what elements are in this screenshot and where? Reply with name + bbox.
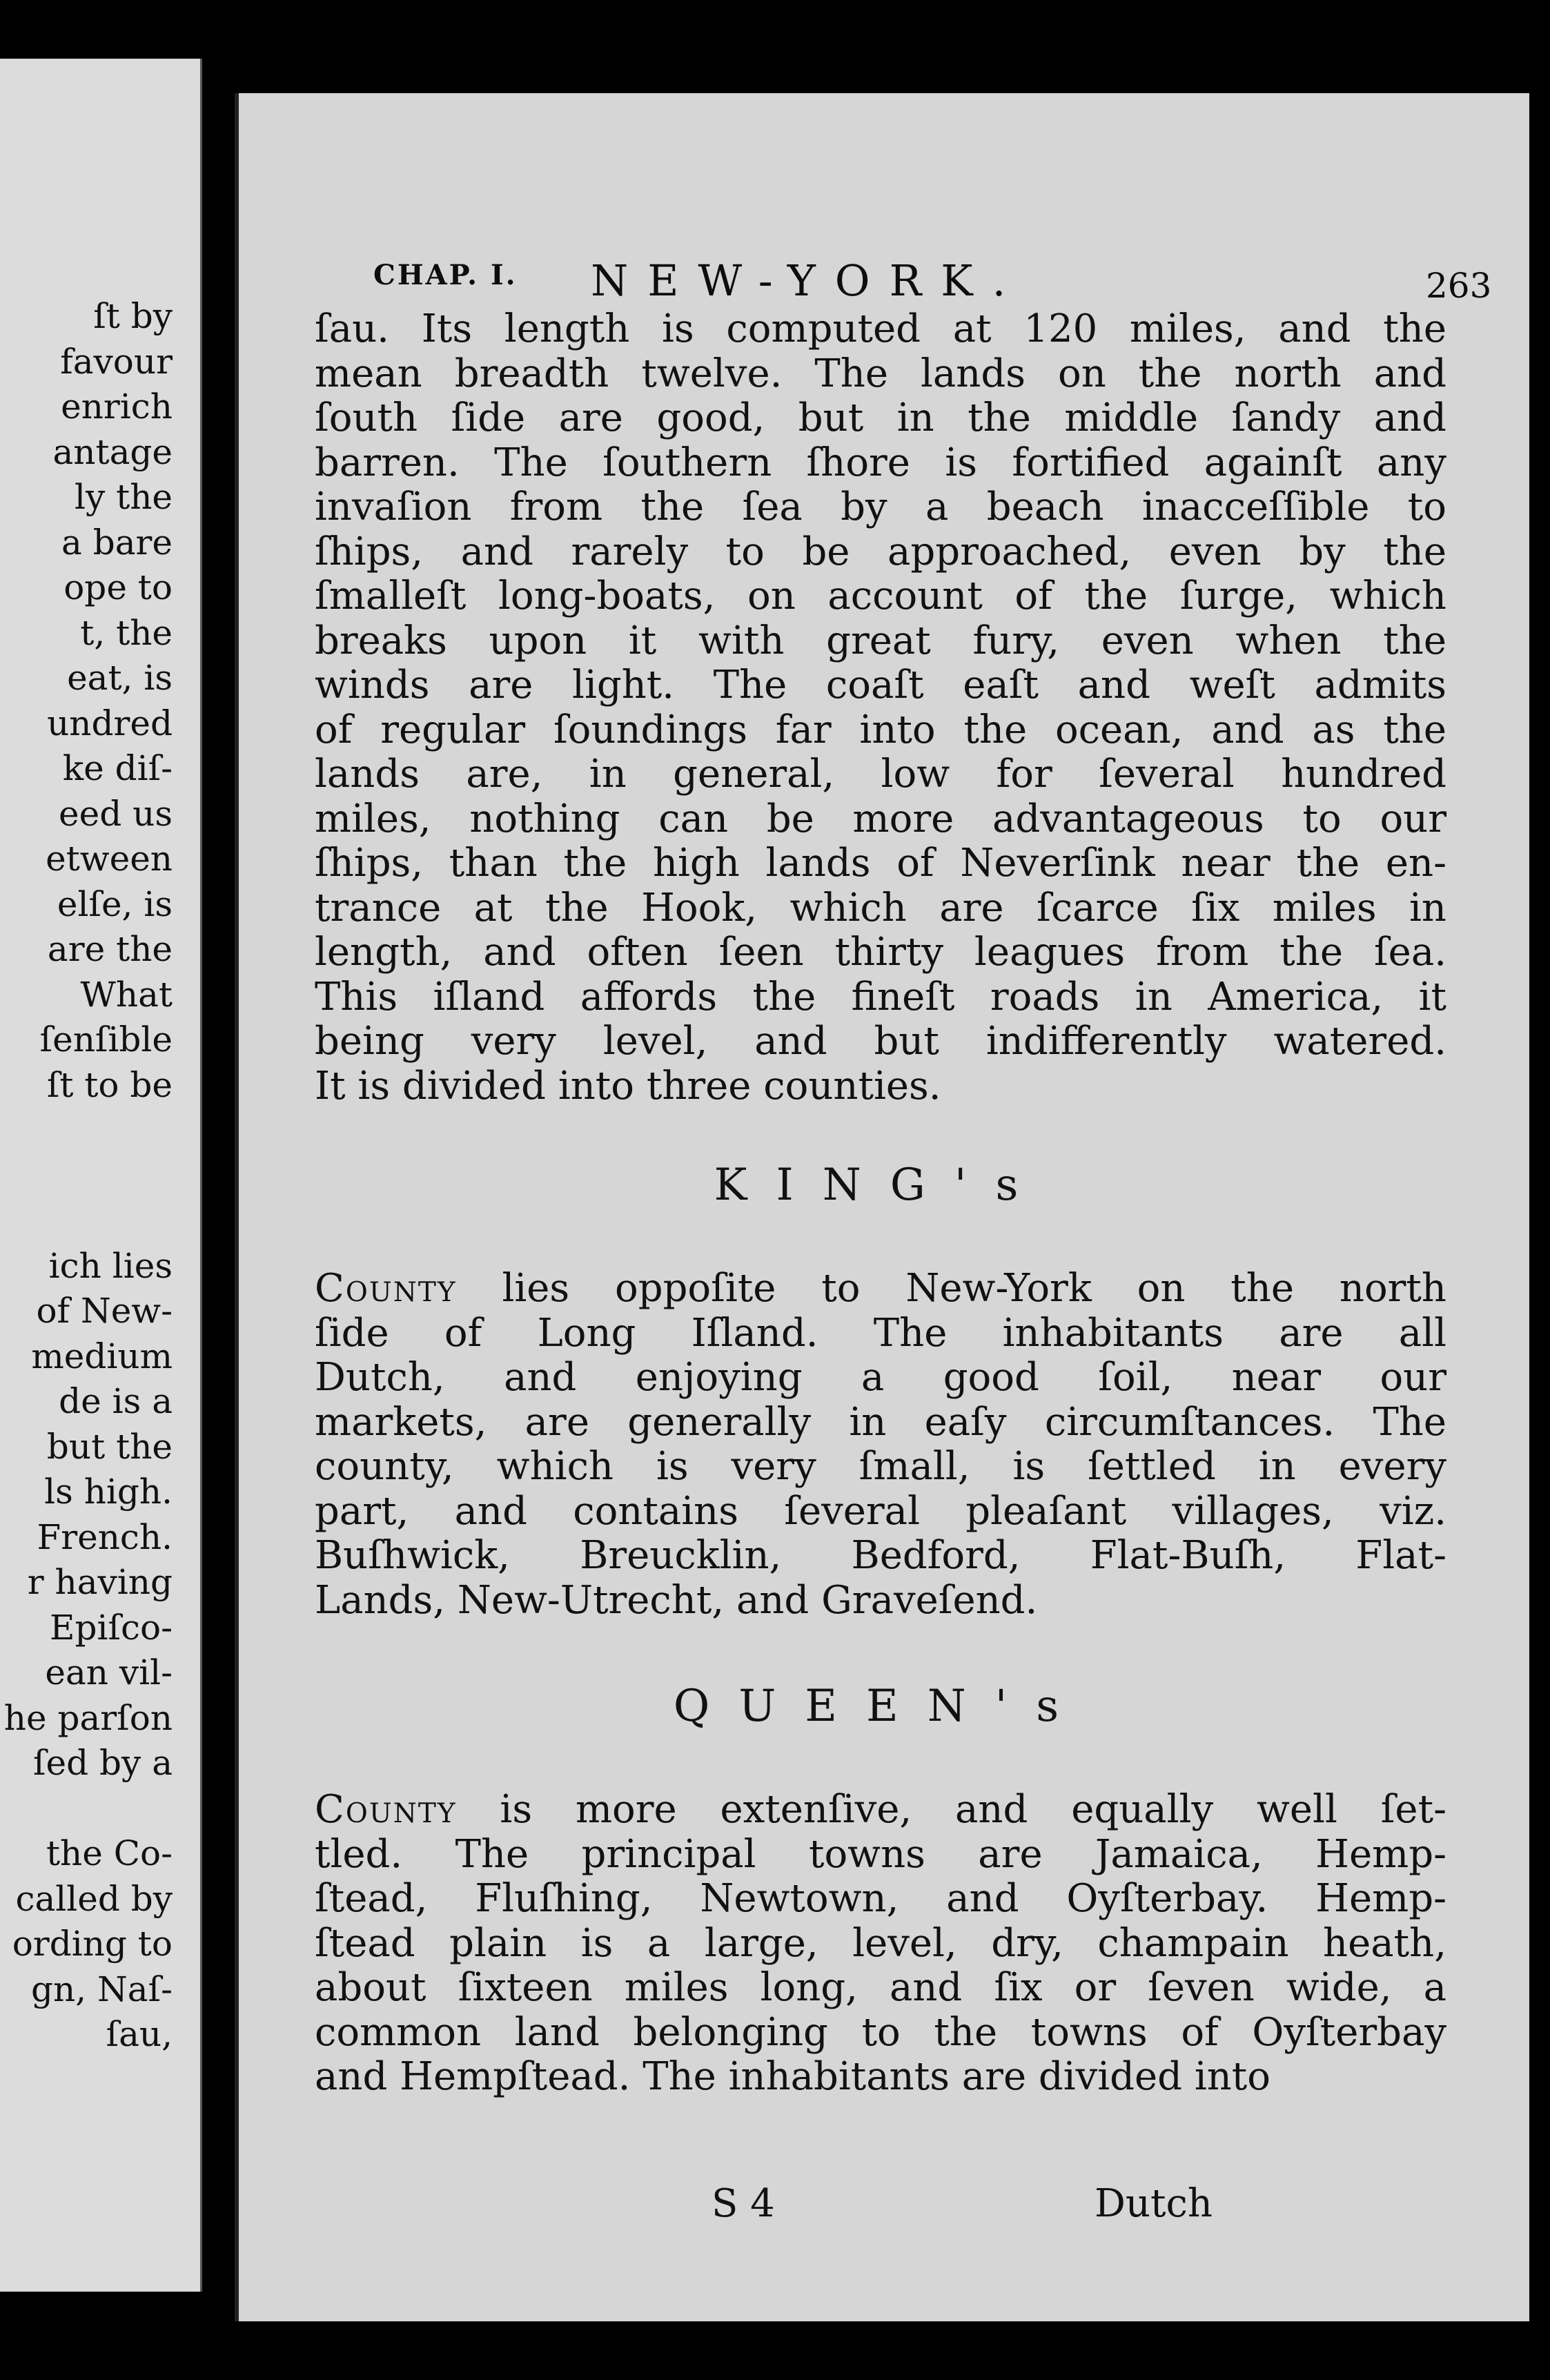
- left-page-line: What: [80, 974, 173, 1015]
- left-page-line: a bare: [61, 522, 173, 563]
- text-line: [315, 1534, 1446, 1579]
- left-page-line: ſt to be: [46, 1064, 173, 1105]
- left-page-line: ſenſible: [39, 1020, 173, 1060]
- chapter-label: CHAP. I.: [373, 259, 518, 291]
- text-line: [315, 1311, 1446, 1356]
- text-line: [315, 1490, 1446, 1534]
- text-line: [315, 1579, 1446, 1623]
- left-page-line: eed us: [59, 793, 173, 834]
- left-page-line: ly the: [74, 477, 173, 517]
- lead-word: County: [315, 1787, 457, 1832]
- left-page-line: antage: [52, 431, 173, 472]
- text-line: [315, 307, 1446, 352]
- text-line: [315, 930, 1446, 975]
- paragraph-kings-county: [315, 1267, 1446, 1623]
- text-line: [315, 574, 1446, 619]
- text-line-content: Dutch, and enjoying a good ſoil, near our: [315, 1355, 1446, 1400]
- paragraph-long-island: [315, 307, 1446, 1109]
- left-page-line: but the: [46, 1426, 173, 1467]
- text-line: [315, 841, 1446, 886]
- text-line: [315, 1020, 1446, 1064]
- text-line: [315, 797, 1446, 842]
- left-page-line: ean vil-: [45, 1652, 173, 1693]
- text-line-content: markets, are generally in eaſy circumſtances. The: [315, 1399, 1446, 1445]
- left-page-line: ls high.: [44, 1472, 173, 1512]
- left-page-line: etween: [46, 839, 173, 879]
- left-page-line: gn, Naſ-: [31, 1969, 173, 2009]
- text-line-content: ſhips, than the high lands of Neverſink near the en-: [315, 841, 1446, 886]
- text-line-content: It is divided into three counties.: [315, 1063, 941, 1109]
- text-line-content: ſhips, and rarely to be approached, even by the: [315, 529, 1446, 574]
- text-line: [315, 1833, 1446, 1877]
- text-line: [315, 352, 1446, 397]
- text-line-content: winds are light. The coaſt eaſt and weſt admits: [315, 663, 1446, 708]
- text-line-content: trance at the Hook, which are ſcarce ſix miles in: [315, 885, 1446, 930]
- text-line-content: barren. The ſouthern ſhore is fortified againſt any: [315, 440, 1446, 485]
- text-line: [315, 441, 1446, 486]
- left-page-line: ording to: [12, 1924, 173, 1964]
- left-page-line: ke diſ-: [62, 748, 173, 788]
- heading-queens: QUEEN's: [673, 1681, 1088, 1732]
- left-page-line: favour: [60, 341, 173, 382]
- text-line: [315, 975, 1446, 1020]
- paragraph-queens-county: [315, 1788, 1446, 2100]
- text-line-content: being very level, and but indifferently watered.: [315, 1019, 1446, 1064]
- text-line: [315, 1877, 1446, 1922]
- left-page-line: undred: [47, 703, 173, 743]
- text-line: [315, 1966, 1446, 2011]
- left-page-line: called by: [15, 1878, 173, 1919]
- text-line-content: of regular ſoundings far into the ocean, and as the: [315, 707, 1446, 752]
- left-page-line: de is a: [59, 1381, 173, 1421]
- text-line-content: miles, nothing can be more advantageous to our: [315, 796, 1446, 841]
- text-line-content: and Hempſtead. The inhabitants are divided into: [315, 2054, 1271, 2099]
- text-line-content: ſide of Long Iſland. The inhabitants are all: [315, 1310, 1446, 1356]
- left-page-fragment: [0, 59, 202, 2292]
- heading-kings: KING's: [714, 1160, 1048, 1211]
- left-page-line: he parſon: [3, 1697, 173, 1738]
- text-line-content: ſtead plain is a large, level, dry, champain heath,: [315, 1920, 1446, 1966]
- text-line-content: tled. The principal towns are Jamaica, Hemp-: [315, 1831, 1446, 1877]
- text-line-content: county, which is very ſmall, is ſettled in every: [315, 1444, 1446, 1489]
- text-line-content: Buſhwick, Breucklin, Bedford, Flat-Buſh, Flat-: [315, 1533, 1446, 1578]
- text-line-content: lands are, in general, low for ſeveral hundred: [315, 752, 1446, 797]
- running-title: NEW-YORK.: [591, 255, 1026, 306]
- left-page-line: ope to: [63, 567, 173, 607]
- left-page-line: t, the: [80, 612, 173, 653]
- text-line: [315, 2011, 1446, 2056]
- text-line: [315, 2055, 1446, 2100]
- left-page-line: r having: [27, 1562, 173, 1602]
- text-line: [315, 485, 1446, 530]
- text-line-content: mean breadth twelve. The lands on the north and: [315, 351, 1446, 396]
- catchword: Dutch: [1095, 2181, 1213, 2226]
- text-line-content: common land belonging to the towns of Oyſterbay: [315, 2009, 1446, 2055]
- text-line: [315, 1401, 1446, 1445]
- left-page-line: are the: [47, 929, 173, 969]
- text-line-content: ſmalleſt long-boats, on account of the ſurge, which: [315, 574, 1446, 618]
- text-line-content: ſouth ſide are good, but in the middle ſandy and: [315, 396, 1446, 440]
- text-line: [315, 663, 1446, 708]
- left-page-line: enrich: [61, 387, 173, 427]
- left-page-line: ich lies: [48, 1245, 173, 1286]
- text-line-content: invaſion from the ſea by a beach inacceſſible to: [315, 485, 1446, 529]
- text-line: [315, 1064, 1446, 1109]
- text-line-content: about ſixteen miles long, and ſix or ſeven wide, a: [315, 1965, 1446, 2010]
- left-page-line: ſau,: [106, 2014, 173, 2054]
- left-page-line: Epiſco-: [49, 1607, 173, 1648]
- lead-word: County: [315, 1266, 457, 1311]
- left-page-line: eat, is: [67, 658, 173, 698]
- text-line: [315, 1788, 1446, 1833]
- text-line: [315, 1922, 1446, 1967]
- text-line: [315, 886, 1446, 931]
- text-line-content: is more extenſive, and equally well ſet-: [456, 1787, 1446, 1832]
- text-line: [315, 708, 1446, 753]
- left-page-line: the Co-: [46, 1833, 173, 1873]
- text-line-content: part, and contains ſeveral pleaſant villages, viz.: [315, 1488, 1446, 1534]
- signature-mark: S 4: [712, 2181, 775, 2226]
- left-page-line: medium: [31, 1336, 173, 1376]
- text-line-content: lies oppoſite to New-York on the north: [456, 1266, 1446, 1311]
- left-page-line: elſe, is: [57, 884, 173, 924]
- text-line: [315, 530, 1446, 575]
- text-line: [315, 1267, 1446, 1311]
- text-line: [315, 752, 1446, 797]
- text-line: [315, 1445, 1446, 1490]
- text-line-content: breaks upon it with great fury, even when the: [315, 618, 1446, 663]
- page-number: 263: [1426, 266, 1492, 306]
- text-line: [315, 1356, 1446, 1401]
- right-page: [235, 93, 1529, 2321]
- text-line-content: length, and often ſeen thirty leagues from the ſea.: [315, 930, 1446, 975]
- text-line-content: ſtead, Fluſhing, Newtown, and Oyſterbay. Hemp-: [315, 1876, 1446, 1921]
- text-line-content: Lands, New-Utrecht, and Graveſend.: [315, 1577, 1038, 1623]
- text-line: [315, 619, 1446, 664]
- text-line-content: This iſland affords the fineſt roads in America, it: [315, 974, 1446, 1020]
- text-line: [315, 396, 1446, 441]
- left-page-line: of New-: [36, 1291, 173, 1331]
- left-page-line: French.: [37, 1516, 173, 1557]
- left-page-line: ſed by a: [33, 1743, 173, 1783]
- text-line-content: ſau. Its length is computed at 120 miles, and the: [315, 306, 1446, 351]
- left-page-line: ſt by: [93, 296, 173, 336]
